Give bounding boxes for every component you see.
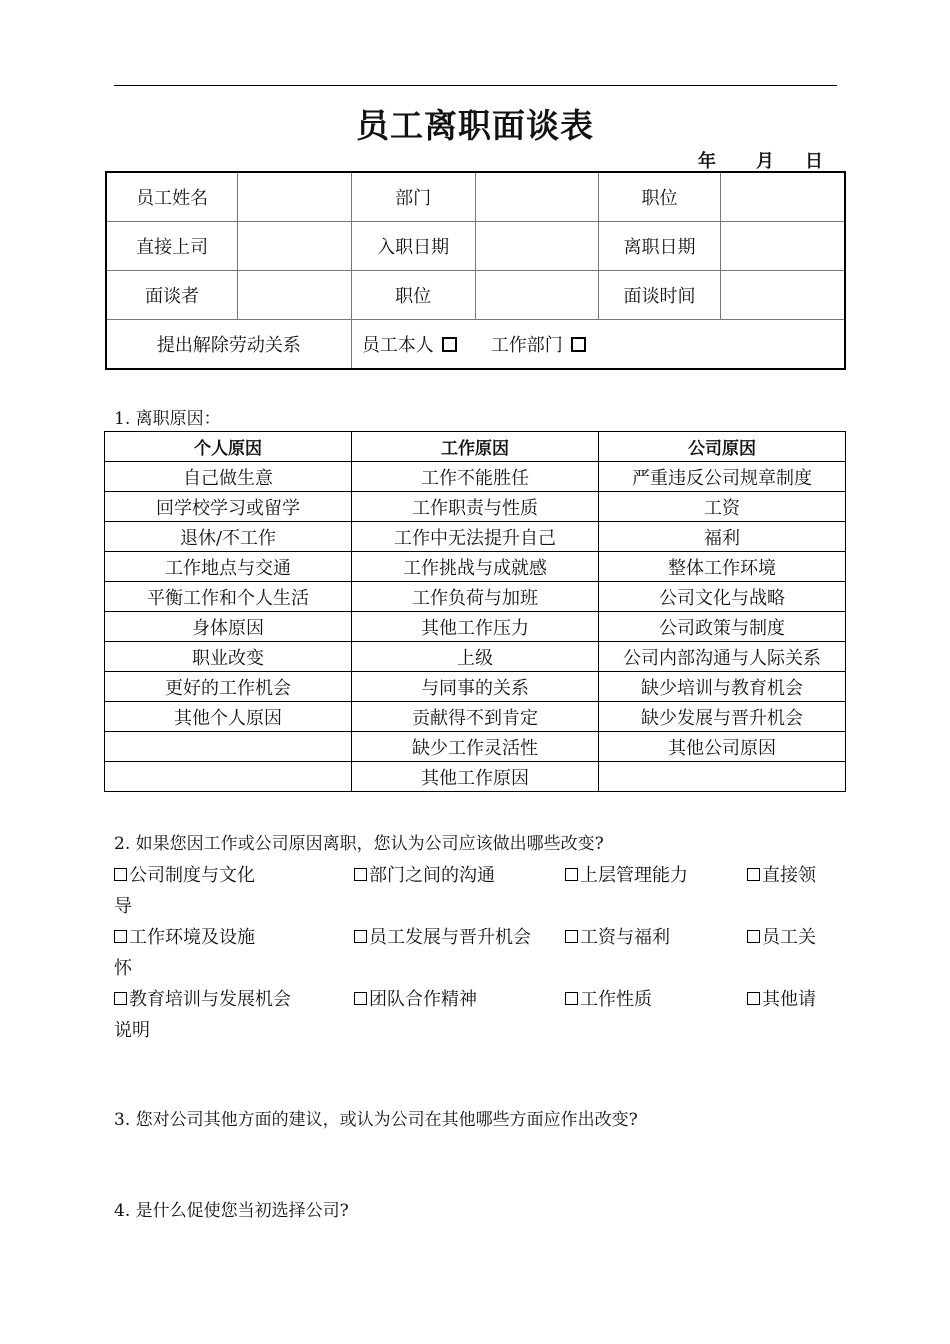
checkbox-icon[interactable] (565, 868, 578, 881)
reason-cell[interactable]: 公司内部沟通与人际关系 (599, 642, 846, 672)
employee-info-table (105, 171, 846, 370)
checkbox-icon[interactable] (747, 992, 760, 1005)
table-row (105, 462, 846, 492)
reason-cell (105, 732, 352, 762)
change-option-label: 工作环境及设施 (129, 927, 255, 948)
checkbox-icon[interactable] (354, 868, 367, 881)
reasons-header: 工作原因 (352, 432, 599, 462)
supervisor-field[interactable] (238, 222, 352, 271)
checkbox-icon[interactable] (747, 868, 760, 881)
change-option[interactable] (114, 985, 291, 1011)
change-option-label: 工作性质 (580, 989, 652, 1010)
reason-cell[interactable]: 整体工作环境 (599, 552, 846, 582)
table-row (105, 582, 846, 612)
checkbox-icon[interactable] (747, 930, 760, 943)
reason-cell[interactable]: 与同事的关系 (352, 672, 599, 702)
reason-cell[interactable]: 公司文化与战略 (599, 582, 846, 612)
checkbox-icon[interactable] (354, 992, 367, 1005)
position-field[interactable] (720, 172, 845, 222)
interview-time-field[interactable] (720, 271, 845, 320)
change-option-label: 工资与福利 (580, 927, 670, 948)
reasons-header: 公司原因 (599, 432, 846, 462)
reason-cell[interactable]: 退休/不工作 (105, 522, 352, 552)
change-option-wrap: 怀 (114, 958, 132, 979)
reason-cell[interactable]: 严重违反公司规章制度 (599, 462, 846, 492)
table-row (105, 642, 846, 672)
reason-cell[interactable]: 缺少培训与教育机会 (599, 672, 846, 702)
hire-date-label: 入职日期 (351, 222, 475, 271)
reason-cell[interactable]: 身体原因 (105, 612, 352, 642)
reason-cell[interactable]: 上级 (352, 642, 599, 672)
checkbox-icon[interactable] (114, 992, 127, 1005)
change-option[interactable] (747, 861, 816, 887)
date-day: 日 (805, 151, 823, 172)
page-title: 员工离职面谈表 (356, 106, 594, 145)
change-option-label: 员工发展与晋升机会 (369, 927, 531, 948)
leave-date-field[interactable] (720, 222, 845, 271)
reason-cell (105, 762, 352, 792)
question-2: 2. 如果您因工作或公司原因离职，您认为公司应该做出哪些改变? (114, 834, 604, 854)
change-option[interactable] (354, 923, 531, 949)
table-row (105, 522, 846, 552)
option-employee-checkbox[interactable] (442, 337, 457, 352)
change-option[interactable] (114, 923, 255, 949)
table-row (105, 762, 846, 792)
table-row (105, 732, 846, 762)
table-row (105, 552, 846, 582)
option-employee-label: 员工本人 (361, 335, 434, 356)
reason-cell[interactable]: 自己做生意 (105, 462, 352, 492)
reason-cell[interactable]: 工作负荷与加班 (352, 582, 599, 612)
change-option[interactable] (747, 985, 816, 1011)
reason-cell[interactable]: 职业改变 (105, 642, 352, 672)
change-option-label: 其他请 (762, 989, 816, 1010)
reason-cell[interactable]: 平衡工作和个人生活 (105, 582, 352, 612)
date-month: 月 (756, 151, 774, 172)
change-option[interactable] (565, 923, 670, 949)
leave-reasons-table (104, 431, 846, 792)
reason-cell[interactable]: 工作挑战与成就感 (352, 552, 599, 582)
change-option[interactable] (565, 861, 688, 887)
interviewer-field[interactable] (238, 271, 352, 320)
reason-cell[interactable]: 更好的工作机会 (105, 672, 352, 702)
interviewer-position-field[interactable] (475, 271, 599, 320)
reasons-header: 个人原因 (105, 432, 352, 462)
reason-cell[interactable]: 工资 (599, 492, 846, 522)
checkbox-icon[interactable] (114, 930, 127, 943)
employee-name-label: 员工姓名 (106, 172, 238, 222)
termination-options (351, 320, 845, 370)
reason-cell[interactable]: 缺少工作灵活性 (352, 732, 599, 762)
interviewer-position-label: 职位 (351, 271, 475, 320)
department-label: 部门 (351, 172, 475, 222)
reason-cell[interactable]: 缺少发展与晋升机会 (599, 702, 846, 732)
change-option-wrap: 导 (114, 896, 132, 917)
table-row (105, 612, 846, 642)
supervisor-label: 直接上司 (106, 222, 238, 271)
checkbox-icon[interactable] (114, 868, 127, 881)
date-year: 年 (698, 151, 716, 172)
reason-cell[interactable]: 工作中无法提升自己 (352, 522, 599, 552)
question-1: 1. 离职原因： (114, 409, 221, 429)
change-option[interactable] (565, 985, 652, 1011)
change-option-label: 部门之间的沟通 (369, 865, 495, 886)
change-option[interactable] (747, 923, 816, 949)
position-label: 职位 (599, 172, 721, 222)
reason-cell[interactable]: 工作不能胜任 (352, 462, 599, 492)
department-field[interactable] (475, 172, 599, 222)
change-option-label: 员工关 (762, 927, 816, 948)
reason-cell[interactable]: 公司政策与制度 (599, 612, 846, 642)
interview-time-label: 面谈时间 (599, 271, 721, 320)
reason-cell[interactable]: 福利 (599, 522, 846, 552)
option-dept-label: 工作部门 (490, 335, 563, 356)
reason-cell[interactable]: 回学校学习或留学 (105, 492, 352, 522)
change-option-label: 团队合作精神 (369, 989, 477, 1010)
reason-cell[interactable]: 贡献得不到肯定 (352, 702, 599, 732)
question-4: 4. 是什么促使您当初选择公司? (114, 1201, 349, 1221)
change-option-label: 上层管理能力 (580, 865, 688, 886)
change-option-label: 公司制度与文化 (129, 865, 255, 886)
employee-name-field[interactable] (238, 172, 352, 222)
header-rule (114, 85, 837, 86)
change-option-wrap: 说明 (114, 1020, 150, 1041)
leave-date-label: 离职日期 (599, 222, 721, 271)
reason-cell[interactable]: 其他公司原因 (599, 732, 846, 762)
hire-date-field[interactable] (475, 222, 599, 271)
checkbox-icon[interactable] (565, 992, 578, 1005)
table-row (105, 492, 846, 522)
checkbox-icon[interactable] (354, 930, 367, 943)
reason-cell[interactable]: 工作职责与性质 (352, 492, 599, 522)
table-row (105, 702, 846, 732)
reason-cell[interactable]: 其他个人原因 (105, 702, 352, 732)
reason-cell[interactable]: 其他工作原因 (352, 762, 599, 792)
checkbox-icon[interactable] (565, 930, 578, 943)
termination-label: 提出解除劳动关系 (106, 320, 351, 370)
change-option-label: 直接领 (762, 865, 816, 886)
table-row (105, 672, 846, 702)
change-option[interactable] (354, 985, 477, 1011)
question-3: 3. 您对公司其他方面的建议，或认为公司在其他哪些方面应作出改变? (114, 1110, 638, 1130)
change-option[interactable] (114, 861, 255, 887)
option-dept-checkbox[interactable] (571, 337, 586, 352)
interviewer-label: 面谈者 (106, 271, 238, 320)
change-option[interactable] (354, 861, 495, 887)
reason-cell[interactable]: 工作地点与交通 (105, 552, 352, 582)
reason-cell (599, 762, 846, 792)
change-option-label: 教育培训与发展机会 (129, 989, 291, 1010)
reason-cell[interactable]: 其他工作压力 (352, 612, 599, 642)
